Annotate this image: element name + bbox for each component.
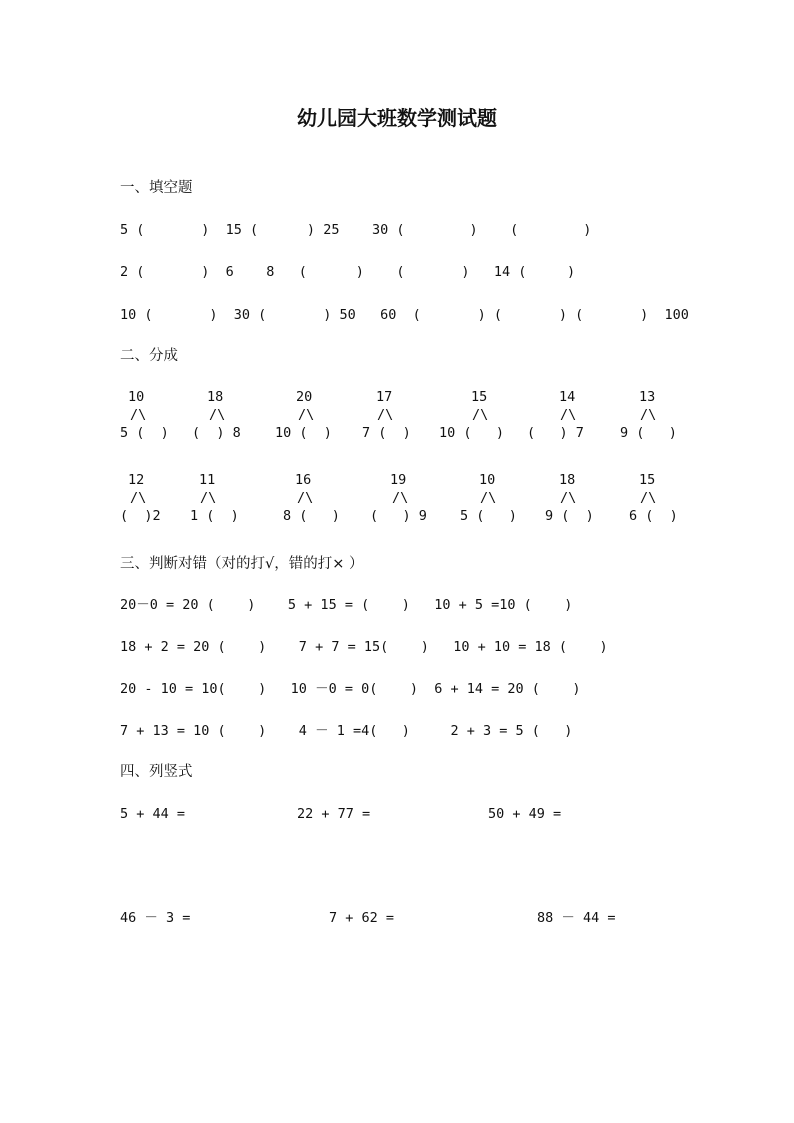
bond-split: /\	[297, 490, 314, 506]
bond-top: 18	[559, 472, 576, 488]
bond-top: 20	[296, 389, 313, 405]
bond-parts: 10 ( )	[439, 425, 505, 441]
number-bond	[370, 474, 440, 524]
bond-parts: ( )2	[120, 508, 161, 524]
number-bond	[120, 391, 190, 441]
section3-heading: 三、判断对错（对的打√，错的打× ）	[120, 556, 364, 572]
vertical-calc-item: 22 + 77 =	[297, 806, 371, 822]
vertical-calc-item: 5 + 44 =	[120, 806, 186, 822]
vertical-calc-item: 88 － 44 =	[537, 910, 616, 926]
fill-blank-line: 10 ( ) 30 ( ) 50 60 ( ) ( ) ( ) 100	[120, 307, 689, 323]
true-false-line: 20－0 = 20 ( ) 5 + 15 = ( ) 10 + 5 =10 ( )	[120, 597, 573, 613]
bond-split: /\	[200, 490, 217, 506]
number-bond	[275, 391, 345, 441]
bond-split: /\	[298, 407, 315, 423]
bond-split: /\	[480, 490, 497, 506]
number-bond	[439, 391, 509, 441]
bond-split: /\	[640, 407, 657, 423]
number-bond	[120, 474, 190, 524]
fill-blank-line: 5 ( ) 15 ( ) 25 30 ( ) ( )	[120, 222, 592, 238]
section1-heading: 一、填空题	[120, 180, 193, 196]
number-bond	[629, 474, 699, 524]
number-bond	[460, 474, 530, 524]
bond-parts: 5 ( )	[460, 508, 517, 524]
bond-top: 11	[199, 472, 216, 488]
bond-top: 13	[639, 389, 656, 405]
bond-split: /\	[130, 490, 147, 506]
true-false-line: 20 - 10 = 10( ) 10 －0 = 0( ) 6 + 14 = 20 ( )	[120, 681, 581, 697]
number-bond	[283, 474, 353, 524]
bond-top: 19	[390, 472, 407, 488]
number-bond	[620, 391, 690, 441]
bond-parts: 1 ( )	[190, 508, 239, 524]
bond-parts: 8 ( )	[283, 508, 340, 524]
bond-top: 15	[471, 389, 488, 405]
true-false-line: 7 + 13 = 10 ( ) 4 － 1 =4( ) 2 + 3 = 5 ( )	[120, 723, 573, 739]
section4-heading: 四、列竖式	[120, 764, 193, 780]
bond-split: /\	[560, 407, 577, 423]
bond-parts: 9 ( )	[545, 508, 594, 524]
number-bond	[527, 391, 597, 441]
bond-top: 15	[639, 472, 656, 488]
number-bond	[362, 391, 432, 441]
bond-parts: 10 ( )	[275, 425, 332, 441]
bond-split: /\	[209, 407, 226, 423]
bond-top: 14	[559, 389, 576, 405]
page-title: 幼儿园大班数学测试题	[297, 106, 497, 130]
bond-split: /\	[472, 407, 489, 423]
number-bond	[192, 391, 262, 441]
bond-parts: 5 ( )	[120, 425, 169, 441]
number-bond	[545, 474, 615, 524]
vertical-calc-item: 7 + 62 =	[329, 910, 395, 926]
bond-parts: 6 ( )	[629, 508, 678, 524]
vertical-calc-item: 50 + 49 =	[488, 806, 562, 822]
bond-split: /\	[130, 407, 147, 423]
bond-parts: ( ) 9	[370, 508, 427, 524]
bond-top: 10	[128, 389, 145, 405]
bond-top: 16	[295, 472, 312, 488]
fill-blank-line: 2 ( ) 6 8 ( ) ( ) 14 ( )	[120, 264, 576, 280]
vertical-calc-item: 46 － 3 =	[120, 910, 191, 926]
bond-parts: ( ) 8	[192, 425, 241, 441]
bond-top: 17	[376, 389, 393, 405]
bond-top: 18	[207, 389, 224, 405]
bond-split: /\	[560, 490, 577, 506]
bond-split: /\	[377, 407, 394, 423]
bond-parts: 9 ( )	[620, 425, 677, 441]
section2-heading: 二、分成	[120, 348, 178, 364]
bond-top: 10	[479, 472, 496, 488]
bond-split: /\	[392, 490, 409, 506]
true-false-line: 18 + 2 = 20 ( ) 7 + 7 = 15( ) 10 + 10 = 18 ( )	[120, 639, 608, 655]
bond-split: /\	[640, 490, 657, 506]
bond-top: 12	[128, 472, 145, 488]
bond-parts: 7 ( )	[362, 425, 411, 441]
bond-parts: ( ) 7	[527, 425, 584, 441]
number-bond	[190, 474, 260, 524]
